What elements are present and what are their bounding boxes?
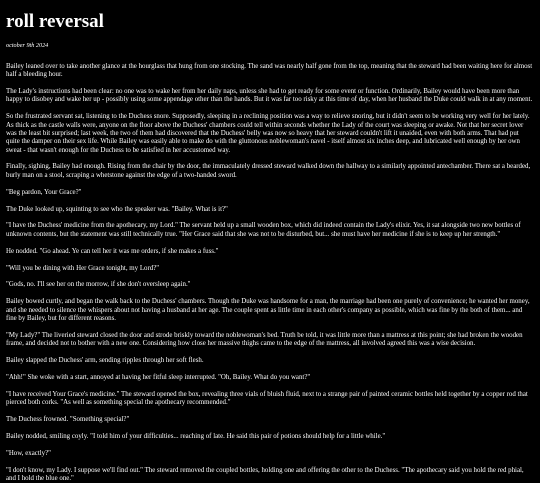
story-paragraph: Bailey bowed curtly, and began the walk back to the Duchess' chambers. Though the Duke was handsome for a man, the marriage had been one purely of convenience; he wanted her money, and she needed to silence the whispers about not having a husband at her age. The couple spent as little time in each other's company as possible, which was fine by the both of them... and fine by Bailey, but for different reasons.: [6, 298, 530, 322]
story-paragraph: "Ahh!" She woke with a start, annoyed at having her fitful sleep interrupted. "Oh, Bailey. What do you want?": [6, 373, 311, 381]
story-paragraph: "Will you be dining with Her Grace tonight, my Lord?": [6, 264, 160, 272]
story-paragraph: "My Lady?" The liveried steward closed the door and strode briskly toward the noblewoman's bed. Truth be told, it was little more than a mattress at this point; she had broken the wooden frame, and decided not to bother with a new one. Considering how close her massive thighs came to the edge of the mattress, all involved agreed this was a wise decision.: [6, 331, 523, 348]
story-paragraph: Bailey nodded, smiling coyly. "I told him of your difficulties... reaching of late. He said this pair of potions should help for a little while.": [6, 432, 386, 440]
story-paragraph: The Duke looked up, squinting to see who the speaker was. "Bailey. What is it?": [6, 205, 228, 213]
story-paragraph: "I don't know, my Lady. I suppose we'll find out." The steward removed the coupled bottles, holding one and offering the other to the Duchess. "The apothecary said you hold the red phial, and I hold the blue one.": [6, 466, 524, 482]
story-paragraph: Bailey leaned over to take another glance at the hourglass that hung from one stocking. The sand was nearly half gone from the top, meaning that the steward had been waiting here for almost half a bleeding hour.: [6, 63, 533, 79]
post-date: october 9th 2024: [6, 42, 49, 49]
story-paragraph: Bailey slapped the Duchess' arm, sending ripples through her soft flesh.: [6, 356, 204, 364]
story-paragraph: "Gods, no. I'll see her on the morrow, if she don't oversleep again.": [6, 281, 191, 289]
story-paragraph: "Beg pardon, Your Grace?": [6, 188, 82, 196]
story-paragraph: The Duchess frowned. "Something special?": [6, 415, 130, 423]
story-paragraph: "How, exactly?": [6, 449, 51, 457]
story-paragraph: Finally, sighing, Bailey had enough. Rising from the chair by the door, the immaculately dressed steward walked down the hallway to a similarly appointed antechamber. There sat a bearded, burly man on a stool, scraping a whetstone against the edge of a two-handed sword.: [6, 163, 531, 179]
story-paragraph: So the frustrated servant sat, listening to the Duchess snore. Supposedly, sleeping in a reclining position was a way to relieve snoring, but it didn't seem to be working very well for her lately. As thick as the castle walls were, anyone on the floor above the Duchess' chambers could tell within seconds whether the Lady of the court was sleeping or awake. Not that her secret lover was the least bit surprised; last week, the two of them had discovered that the Duchess' belly was now so heavy that her steward couldn't lift it unaided, even with both arms. That had put quite the damper on their sex life. While Bailey was easily able to make do with the gluttonous noblewoman's navel - itself almost six inches deep, and lubricated well enough by her own sweat - that wasn't enough for the Duchess to be satisfied in her accustomed way.: [6, 113, 530, 154]
story-paragraph: He nodded. "Go ahead. Ye can tell her it was me orders, if she makes a fuss.": [6, 247, 219, 255]
story-paragraph: The Lady's instructions had been clear: no one was to wake her from her daily naps, unless she had to get ready for some event or function. Ordinarily, Bailey would have been more than happy to disobey and wake her up - possibly using some appendage other than the hands. But it was far too risky at this time of day, when her husband the Duke could walk in at any moment.: [6, 88, 533, 104]
page-title: roll reversal: [6, 11, 104, 32]
story-paragraph: "I have received Your Grace's medicine." The steward opened the box, revealing three vials of bluish fluid, next to a strange pair of painted ceramic bottles held together by a copper rod that pierced both corks. "As well as something special the apothecary recommended.": [6, 390, 528, 407]
story-paragraph: "I have the Duchess' medicine from the apothecary, my Lord." The servant held up a small wooden box, which did indeed contain the Lady's elixir. Yes, it sat alongside two new bottles of unknown contents, but the statement was still technically true. "Her Grace said that she was not to be disturbed, but... she must have her medicine if she is to keep up her strength.": [6, 222, 521, 238]
story-body: [6, 63, 534, 483]
